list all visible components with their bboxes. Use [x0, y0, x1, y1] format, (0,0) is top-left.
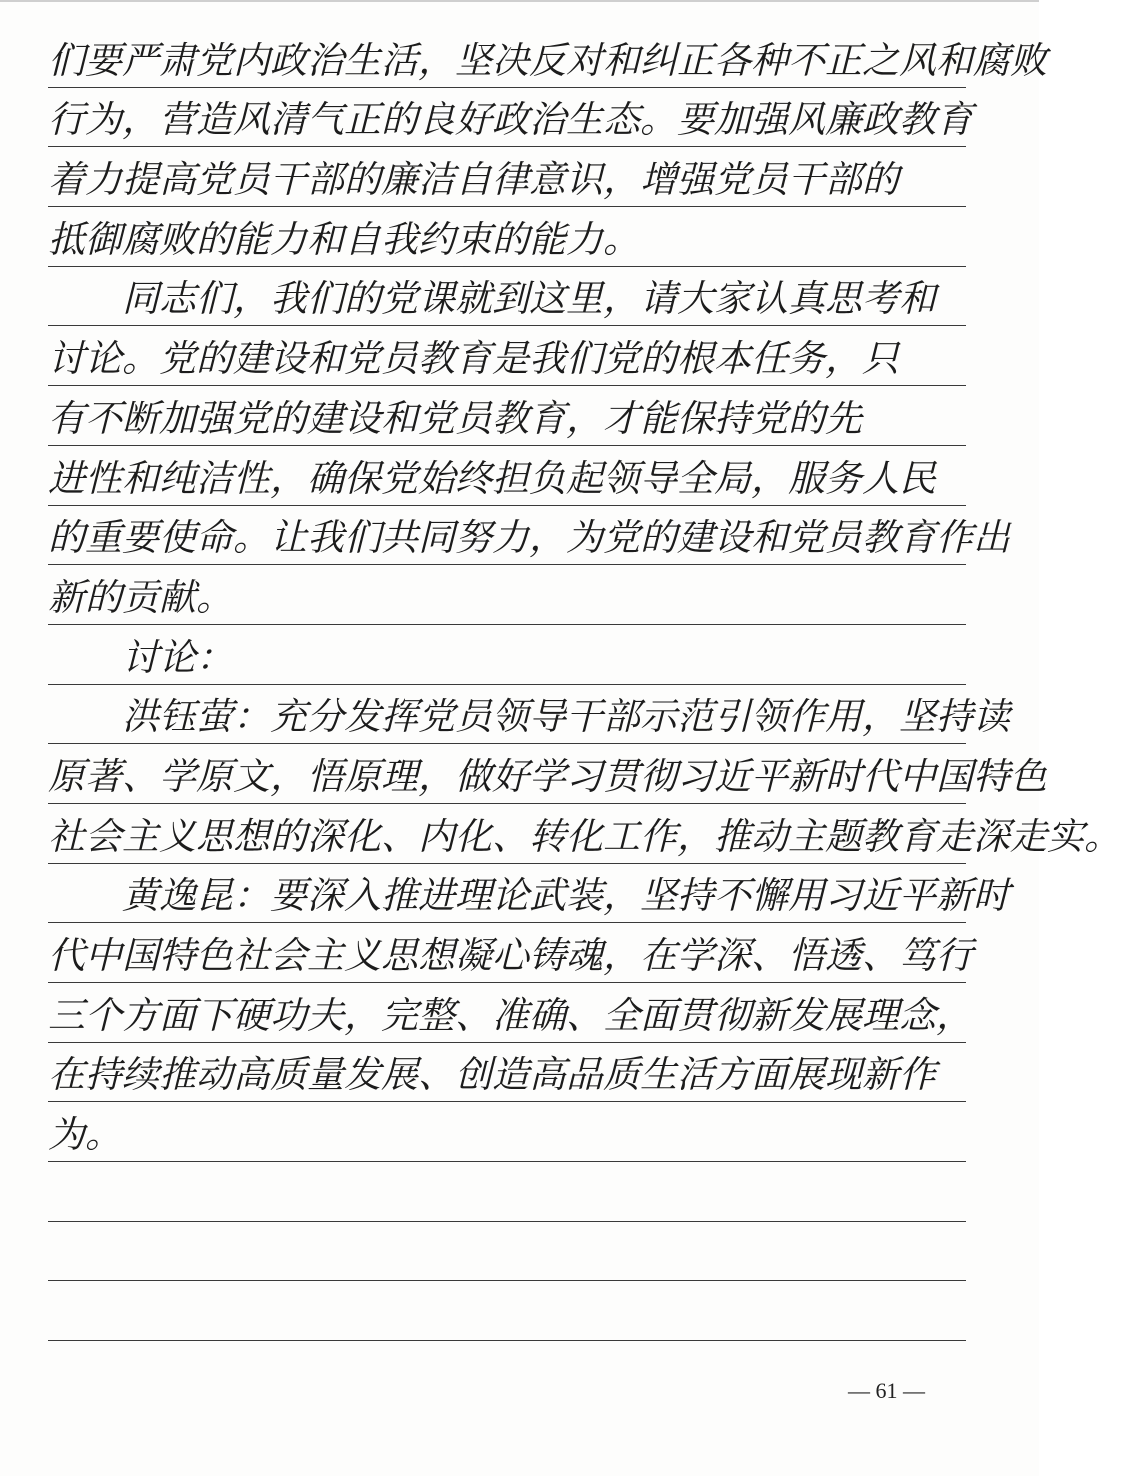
handwritten-line: 为。 — [48, 1113, 122, 1157]
handwritten-line: 有不断加强党的建设和党员教育，才能保持党的先 — [48, 396, 862, 440]
ruled-line — [48, 744, 1047, 804]
ruled-line — [48, 685, 1010, 745]
handwritten-line: 的重要使命。让我们共同努力，为党的建设和党员教育作出 — [48, 516, 1010, 560]
ruled-line — [48, 28, 1047, 88]
ruled-line — [48, 1102, 966, 1162]
ruled-line — [48, 446, 966, 506]
handwritten-line: 行为，营造风清气正的良好政治生态。要加强风廉政教育 — [48, 98, 973, 142]
handwritten-line: 三个方面下硬功夫，完整、准确、全面贯彻新发展理念， — [48, 993, 973, 1037]
ruled-line — [48, 326, 966, 386]
handwritten-line: 新的贡献。 — [48, 575, 233, 619]
ruled-line — [48, 804, 1121, 864]
ruled-line — [48, 1281, 966, 1341]
ruled-line — [48, 88, 973, 148]
handwritten-line: 讨论： — [48, 635, 233, 679]
ruled-line — [48, 147, 966, 207]
handwritten-line: 原著、学原文，悟原理，做好学习贯彻习近平新时代中国特色 — [48, 754, 1047, 798]
handwritten-line: 同志们，我们的党课就到这里，请大家认真思考和 — [48, 277, 936, 321]
ruled-line — [48, 506, 1010, 566]
ruled-line — [48, 864, 1010, 924]
ruled-line — [48, 1043, 966, 1103]
ruled-line — [48, 923, 973, 983]
ruled-line — [48, 625, 966, 685]
handwritten-line: 们要严肃党内政治生活，坚决反对和纠正各种不正之风和腐败 — [48, 38, 1047, 82]
ruled-line — [48, 1162, 966, 1222]
handwritten-line: 在持续推动高质量发展、创造高品质生活方面展现新作 — [48, 1053, 936, 1097]
ruled-line — [48, 267, 966, 327]
handwritten-line: 社会主义思想的深化、内化、转化工作，推动主题教育走深走实。 — [48, 814, 1121, 858]
handwritten-line: 洪钰萤：充分发挥党员领导干部示范引领作用，坚持读 — [48, 695, 1010, 739]
ruled-line — [48, 983, 973, 1043]
page-number: — 61 — — [848, 1378, 925, 1403]
handwritten-line: 进性和纯洁性，确保党始终担负起领导全局，服务人民 — [48, 456, 936, 500]
handwritten-line: 着力提高党员干部的廉洁自律意识，增强党员干部的 — [48, 158, 899, 202]
ruled-line — [48, 1222, 966, 1282]
handwritten-line: 黄逸昆：要深入推进理论武装，坚持不懈用习近平新时 — [48, 874, 1010, 918]
ruled-lines — [48, 28, 1121, 1341]
page-top-edge — [0, 0, 1039, 2]
handwritten-line: 代中国特色社会主义思想凝心铸魂，在学深、悟透、笃行 — [48, 934, 973, 977]
handwritten-line: 抵御腐败的能力和自我约束的能力。 — [48, 217, 640, 261]
ruled-line — [48, 207, 966, 267]
ruled-line — [48, 565, 966, 625]
ruled-line — [48, 386, 966, 446]
handwritten-line: 讨论。党的建设和党员教育是我们党的根本任务，只 — [48, 337, 899, 381]
